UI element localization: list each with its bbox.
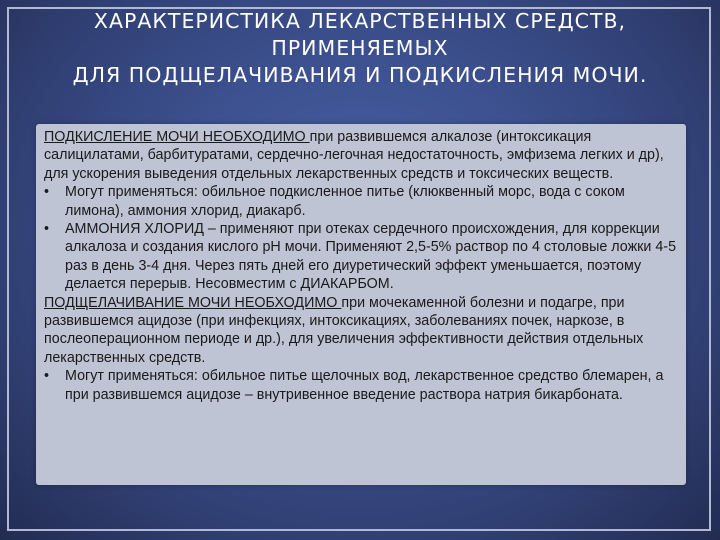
section-acidification-paragraph	[44, 128, 684, 183]
list-item-text: АММОНИЯ ХЛОРИД – применяют при отеках сердечного происхождения, для коррекции алкалоза и создания кислого рН мочи. Применяют 2,5-5% раствор по 4 столовые ложки 4-5 раз в день 3-4 дня. Через пять дней его диуретический эффект уменьшается, поэтому делается перерыв. Несовместим с ДИАКАРБОМ.	[65, 221, 677, 293]
section-acidification-heading: ПОДКИСЛЕНИЕ МОЧИ НЕОБХОДИМО	[44, 129, 310, 145]
title-line-2: ПРИМЕНЯЕМЫХ	[271, 36, 449, 60]
slide-title	[30, 8, 690, 89]
section-acidification-text: при развившемся алкалозе (интоксикация салицилатами, барбитуратами, сердечно-легочная недостаточность, эмфизема легких и др), для ускорения выведения отдельных лекарственных средств и токсических веществ.	[44, 129, 664, 182]
list-item	[44, 367, 684, 404]
section-alkalinization-paragraph	[44, 294, 684, 368]
content-body	[44, 128, 684, 404]
section-alkalinization-text: при мочекаменной болезни и подагре, при развившемся ацидозе (при инфекциях, интоксикациях, заболеваниях почек, наркозе, в послеоперационном периоде и др.), для увеличения эффективности действия отдельных лекарственных средств.	[44, 294, 644, 366]
bullet-icon: •	[44, 221, 50, 238]
list-item-text: Могут применяться: обильное подкисленное питье (клюквенный морс, вода с соком лимона), аммония хлорид, диакарб.	[65, 184, 625, 219]
bullet-icon: •	[44, 184, 50, 201]
list-item	[44, 183, 684, 220]
title-line-1: ХАРАКТЕРИСТИКА ЛЕКАРСТВЕННЫХ СРЕДСТВ,	[93, 9, 627, 33]
title-line-3: ДЛЯ ПОДЩЕЛАЧИВАНИЯ И ПОДКИСЛЕНИЯ МОЧИ.	[72, 63, 648, 87]
list-item-text: Могут применяться: обильное питье щелочных вод, лекарственное средство блемарен, а при развившемся ацидозе – внутривенное введение раствора натрия бикарбоната.	[65, 368, 664, 403]
bullet-icon: •	[44, 368, 50, 385]
list-item	[44, 220, 684, 294]
section-alkalinization-heading: ПОДЩЕЛАЧИВАНИЕ МОЧИ НЕОБХОДИМО	[44, 294, 342, 311]
